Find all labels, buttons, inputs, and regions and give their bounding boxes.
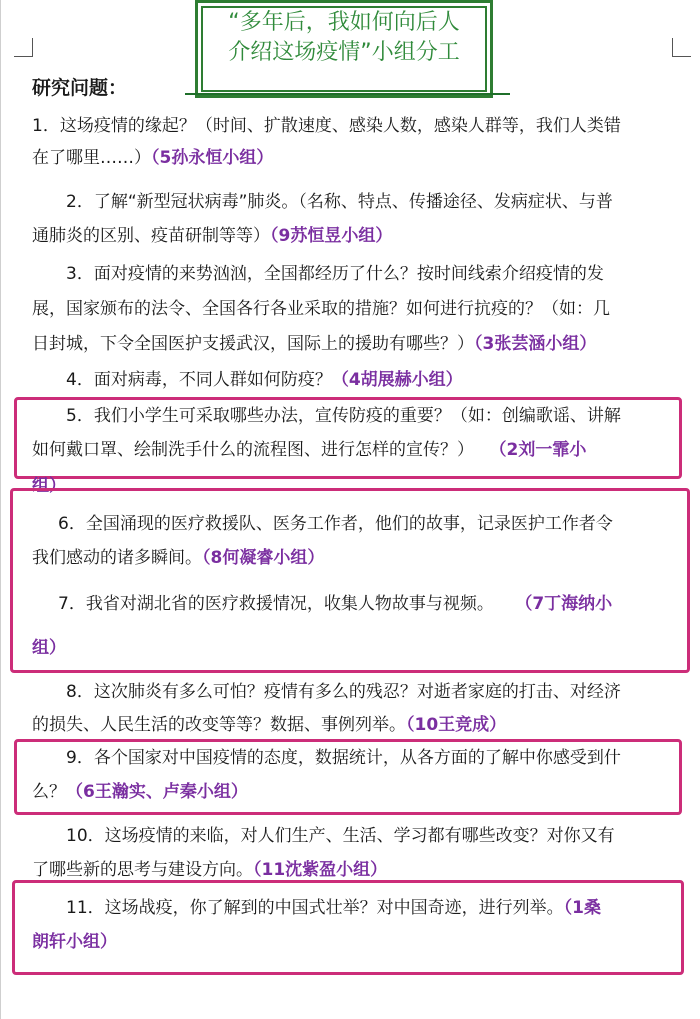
item-1-group: （5孙永恒小组） — [151, 148, 274, 168]
section-heading: 研究问题： — [32, 77, 128, 99]
item-10-line-2 — [32, 858, 700, 882]
margin-mark-top-left — [14, 38, 33, 57]
item-5-text: 如何戴口罩、绘制洗手什么的流程图、进行怎样的宣传？） — [32, 440, 474, 460]
item-6-line-1: 6．全国涌现的医疗救援队、医务工作者，他们的故事，记录医护工作者令 — [58, 514, 613, 534]
item-11-group: （1桑 — [563, 898, 601, 918]
item-6-text: 我们感动的诸多瞬间。 — [32, 548, 202, 568]
item-11-text: 11．这场战疫，你了解到的中国式壮举？对中国奇迹，进行列举。 — [66, 898, 564, 918]
item-8-line-1: 8．这次肺炎有多么可怕？疫情有多么的残忍？对逝者家庭的打击、对经济 — [66, 682, 621, 702]
item-9-text: 么？ — [32, 782, 66, 802]
item-4-text: 4．面对病毒，不同人群如何防疫？ — [66, 370, 332, 390]
item-6-line-2 — [32, 546, 700, 570]
item-9-group: （6王瀚实、卢秦小组） — [66, 782, 248, 802]
title-line-2: 介绍这场疫情”小组分工 — [228, 40, 460, 65]
item-2-text: 通肺炎的区别、疫苗研制等等） — [32, 226, 270, 246]
highlight-frame-11 — [12, 880, 684, 975]
item-8-line-2 — [32, 713, 700, 737]
item-11-group-cont: 朗轩小组） — [32, 932, 117, 952]
item-1-line-1: 1．这场疫情的缘起？（时间、扩散速度、感染人数，感染人群等，我们人类错 — [32, 116, 621, 136]
item-7-group-cont: 组） — [32, 638, 66, 658]
item-5-line-1: 5．我们小学生可采取哪些办法，宣传防疫的重要？（如：创编歌谣、讲解 — [66, 406, 621, 426]
item-8-text: 的损失、人民生活的改变等等？数据、事例列举。 — [32, 715, 406, 735]
page-edge — [0, 0, 1, 1019]
margin-mark-top-right — [672, 38, 691, 57]
item-3-group: （3张芸涵小组） — [474, 334, 597, 354]
item-1-text: 在了哪里……） — [32, 148, 151, 168]
item-3-line-1: 3．面对疫情的来势汹汹，全国都经历了什么？按时间线索介绍疫情的发 — [66, 264, 604, 284]
item-3-line-2: 展，国家颁布的法令、全国各行各业采取的措施？如何进行抗疫的？（如：几 — [32, 299, 610, 319]
item-2-line-1: 2．了解“新型冠状病毒”肺炎。（名称、特点、传播途径、发病症状、与普 — [66, 192, 613, 212]
item-7-group: （7丁海纳小 — [523, 594, 613, 614]
item-3-line-3 — [32, 332, 700, 356]
item-3-text: 日封城，下令全国医护支援武汉，国际上的援助有哪些？） — [32, 334, 474, 354]
item-7-text: 7．我省对湖北省的医疗救援情况，收集人物故事与视频。 — [58, 594, 494, 614]
document-title — [195, 8, 493, 68]
item-9-line-2 — [32, 780, 700, 804]
item-10-line-1: 10．这场疫情的来临，对人们生产、生活、学习都有哪些改变？对你又有 — [66, 826, 615, 846]
item-5-group: （2刘一霏小 — [498, 440, 587, 460]
item-2-line-2 — [32, 224, 700, 248]
item-1-line-2 — [32, 146, 700, 170]
item-4-line-1 — [66, 368, 700, 392]
item-10-text: 了哪些新的思考与建设方向。 — [32, 860, 253, 880]
item-8-group: （10王竞成） — [406, 715, 507, 735]
item-6-group: （8何凝睿小组） — [202, 548, 325, 568]
title-line-1: “多年后，我如何向后人 — [228, 10, 460, 35]
title-underline — [185, 93, 510, 95]
item-10-group: （11沈紫盈小组） — [253, 860, 388, 880]
item-7-line-1 — [58, 592, 700, 616]
item-9-line-1: 9．各个国家对中国疫情的态度，数据统计，从各方面的了解中你感受到什 — [66, 748, 621, 768]
item-5-group-cont: 组） — [32, 476, 66, 496]
item-5-line-2 — [32, 438, 700, 462]
item-11-line-1 — [66, 896, 700, 920]
item-4-group: （4胡展赫小组） — [331, 370, 463, 390]
item-2-group: （9苏恒昱小组） — [270, 226, 393, 246]
